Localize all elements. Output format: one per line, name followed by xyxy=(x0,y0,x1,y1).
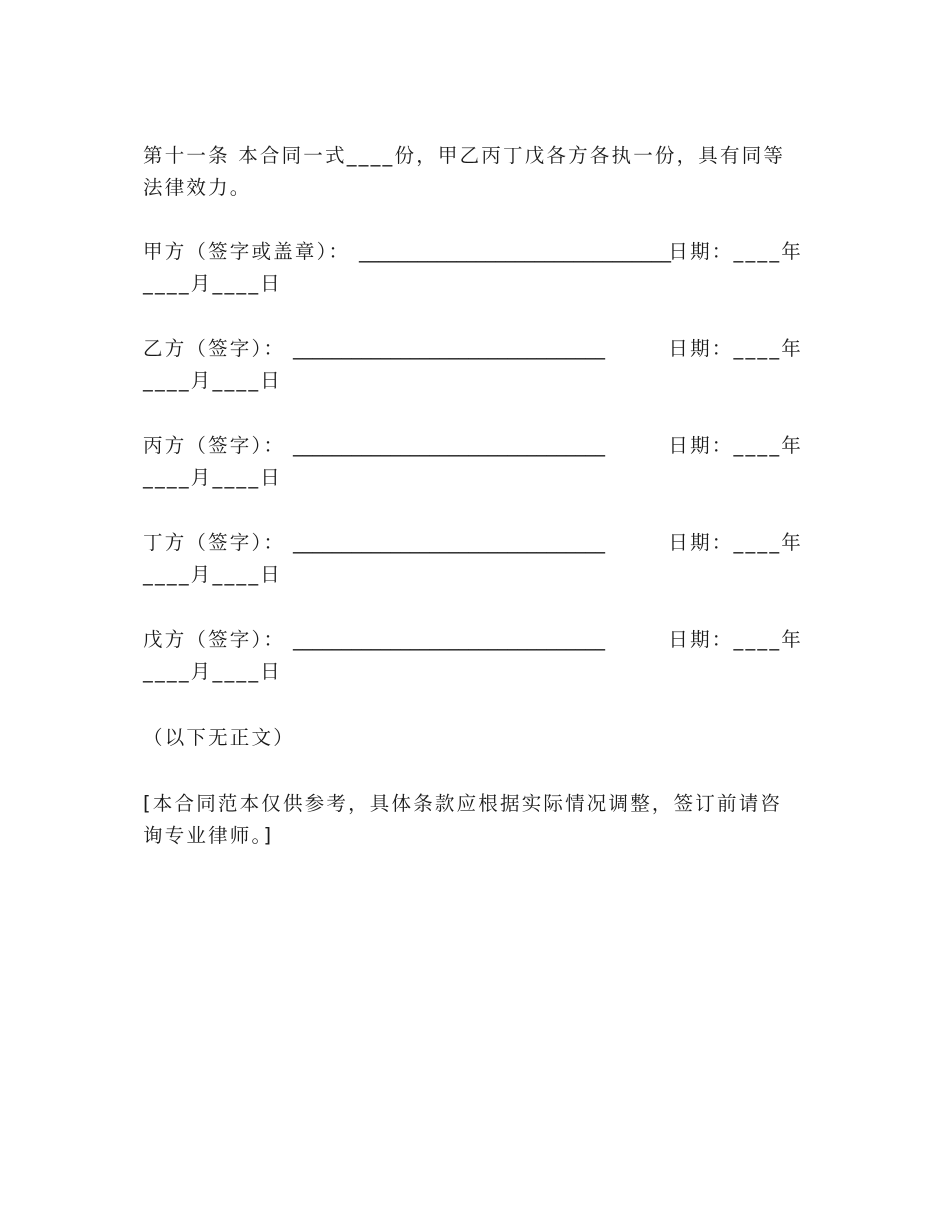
signature-party-b xyxy=(143,333,803,397)
date-continuation: ____月____日 xyxy=(143,660,282,683)
party-label: 乙方（签字）： xyxy=(143,337,286,360)
signature-party-e xyxy=(143,624,803,688)
signature-blank: ________________________________ xyxy=(293,337,605,360)
date-continuation: ____月____日 xyxy=(143,466,282,489)
date-continuation: ____月____日 xyxy=(143,563,282,586)
party-label: 戊方（签字）： xyxy=(143,628,286,651)
signature-line xyxy=(143,333,803,365)
signature-blank: ________________________________ xyxy=(359,240,671,263)
signature-party-c xyxy=(143,430,803,494)
signature-blank: ________________________________ xyxy=(293,434,605,457)
clause-eleven: 第十一条 本合同一式____份，甲乙丙丁戊各方各执一份，具有同等法律效力。 xyxy=(143,144,786,199)
end-of-text-note: （以下无正文） xyxy=(143,726,295,749)
party-label: 丙方（签字）： xyxy=(143,434,286,457)
signature-line xyxy=(143,527,803,559)
signature-blank: ________________________________ xyxy=(293,531,605,554)
date-label: 日期：____年 xyxy=(668,240,803,263)
date-label: 日期：____年 xyxy=(668,531,803,554)
signature-line xyxy=(143,624,803,656)
party-label: 甲方（签字或盖章）： xyxy=(143,240,351,263)
signature-party-d xyxy=(143,527,803,591)
date-continuation: ____月____日 xyxy=(143,369,282,392)
date-label: 日期：____年 xyxy=(668,337,803,360)
signature-line xyxy=(143,236,803,268)
date-label: 日期：____年 xyxy=(668,434,803,457)
signature-blank: ________________________________ xyxy=(293,628,605,651)
disclaimer: [本合同范本仅供参考，具体条款应根据实际情况调整，签订前请咨询专业律师。] xyxy=(143,792,783,847)
date-label: 日期：____年 xyxy=(668,628,803,651)
signature-line xyxy=(143,430,803,462)
signature-party-a xyxy=(143,236,803,300)
party-label: 丁方（签字）： xyxy=(143,531,286,554)
date-continuation: ____月____日 xyxy=(143,272,282,295)
